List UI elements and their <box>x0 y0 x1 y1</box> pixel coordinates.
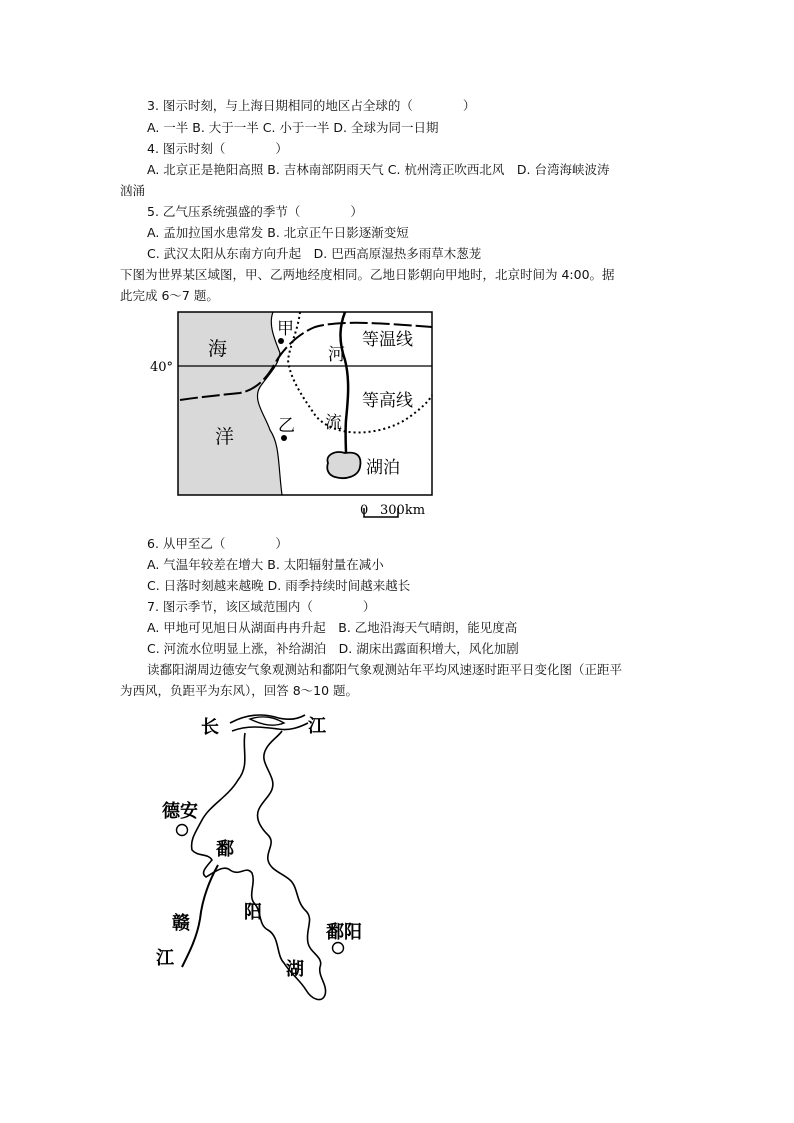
river-label-2: 流 <box>325 413 342 433</box>
scale-zero: 0 <box>360 503 369 518</box>
gan-label-1: 赣 <box>172 913 190 934</box>
point-yi-label: 乙 <box>278 416 295 436</box>
q7-stem: 7. 图示季节，该区域范围内（ ） <box>147 599 376 614</box>
q6-options-line1: A. 气温年较差在增大 B. 太阳辐射量在减小 <box>147 557 384 572</box>
intro-8-10-line1: 读鄱阳湖周边德安气象观测站和鄱阳气象观测站年平均风速逐时距平日变化图（正距平 <box>147 662 623 677</box>
q3-stem: 3. 图示时刻，与上海日期相同的地区占全球的（ ） <box>147 98 476 113</box>
q4-options-line1: A. 北京正是艳阳高照 B. 吉林南部阴雨天气 C. 杭州湾正吹西北风 D. 台湾海峡波涛 <box>147 162 610 177</box>
isotherm-label: 等温线 <box>362 330 413 350</box>
intro-6-7-line2: 此完成 6～7 题。 <box>120 288 219 303</box>
scale-value: 300km <box>380 503 426 518</box>
river-label-1: 河 <box>328 345 345 365</box>
lake-label-3: 湖 <box>286 959 304 980</box>
intro-8-10-line2: 为西风，负距平为东风），回答 8～10 题。 <box>120 683 359 698</box>
point-jia-label: 甲 <box>277 319 294 339</box>
gan-label-2: 江 <box>156 948 174 969</box>
contour-label: 等高线 <box>362 391 413 411</box>
lake-label-1: 鄱 <box>216 839 234 860</box>
yangtze-river-line <box>230 715 305 723</box>
label-jiang: 江 <box>308 716 326 737</box>
q7-options-line2: C. 河流水位明显上涨，补给湖泊 D. 湖床出露面积增大，风化加剧 <box>147 641 519 656</box>
river-line <box>340 312 348 455</box>
q5-options-line1: A. 孟加拉国水患常发 B. 北京正午日影逐渐变短 <box>147 225 409 240</box>
ocean-area <box>178 312 282 495</box>
lake-label-2: 阳 <box>244 902 262 923</box>
latitude-label: 40° <box>150 360 174 375</box>
q3-options: A. 一半 B. 大于一半 C. 小于一半 D. 全球为同一日期 <box>147 120 439 135</box>
lake-outline <box>192 731 326 1000</box>
q5-options-line2: C. 武汉太阳从东南方向升起 D. 巴西高原湿热多雨草木葱茏 <box>147 246 482 261</box>
q4-stem: 4. 图示时刻（ ） <box>147 141 288 156</box>
poyang-station-marker <box>333 943 344 954</box>
poyang-lake-map <box>150 705 390 1010</box>
dean-station-marker <box>177 825 188 836</box>
intro-6-7-line1: 下图为世界某区域图，甲、乙两地经度相同。乙地日影朝向甲地时，北京时间为 4:00。据 <box>120 267 615 282</box>
label-poyang-station: 鄱阳 <box>326 922 362 943</box>
q5-stem: 5. 乙气压系统强盛的季节（ ） <box>147 204 363 219</box>
q6-options-line2: C. 日落时刻越来越晚 D. 雨季持续时间越来越长 <box>147 578 411 593</box>
q7-options-line1: A. 甲地可见旭日从湖面冉冉升起 B. 乙地沿海天气晴朗，能见度高 <box>147 620 518 635</box>
lake-label: 湖泊 <box>366 458 400 478</box>
sea-label-1: 海 <box>208 338 228 360</box>
label-dean: 德安 <box>162 801 198 822</box>
sea-label-2: 洋 <box>215 426 235 448</box>
label-chang: 长 <box>201 717 219 738</box>
lake-shape <box>327 452 360 478</box>
q6-stem: 6. 从甲至乙（ ） <box>147 536 288 551</box>
q4-options-line2: 汹涌 <box>120 183 146 198</box>
region-map <box>140 305 450 525</box>
